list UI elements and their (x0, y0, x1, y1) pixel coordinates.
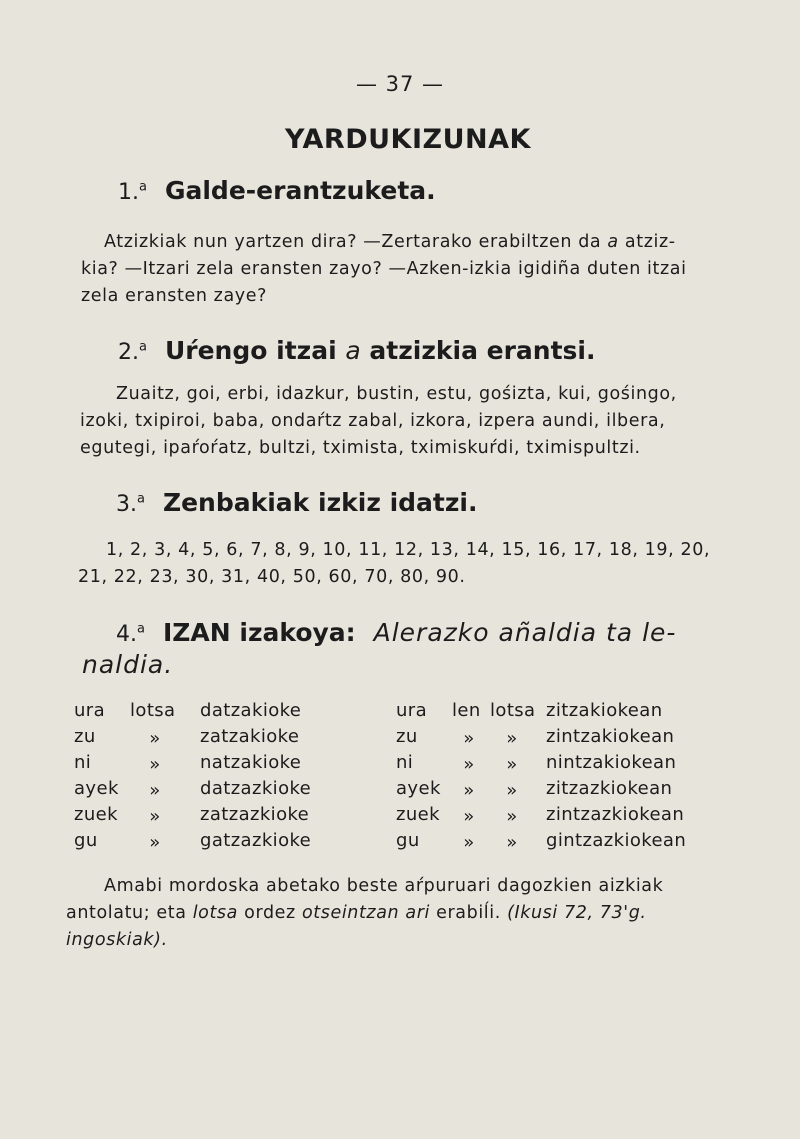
section-4-subtitle: Alerazko añaldia ta le- (373, 618, 677, 647)
section-2-line-2: izoki, txipiroi, baba, ondaŕtz zabal, izkora, izpera aundi, ilbera, (80, 411, 666, 431)
right-ditto-mark: » (463, 754, 475, 775)
section-2-title: Uŕengo itzai a atzizkia erantsi. (164, 336, 596, 365)
page-title: YARDUKIZUNAK (285, 124, 531, 155)
section-2-line-3: egutegi, ipaŕoŕatz, bultzi, tximista, tximiskuŕdi, tximispultzi. (80, 438, 641, 458)
right-pronoun: zuek (396, 804, 440, 825)
right-ditto-mark: » (463, 806, 475, 827)
section-4-heading (116, 618, 676, 647)
right-ditto-mark: » (463, 832, 475, 853)
section-1-line-3: zela eransten zaye? (81, 286, 267, 306)
left-verb-form: gatzazkioke (200, 830, 312, 851)
right-verb-form: zintzazkiokean (546, 804, 685, 825)
left-pronoun: zu (74, 726, 96, 747)
right-object: lotsa (490, 700, 536, 721)
right-tense-word: len (452, 700, 481, 721)
right-verb-form: zitzazkiokean (546, 778, 673, 799)
right-ditto-mark: » (506, 728, 518, 749)
section-1-title: Galde-erantzuketa. (164, 176, 436, 205)
footer-line-1: Amabi mordoska abetako beste aŕpuruari dagozkien aizkiak (104, 876, 664, 896)
right-ditto-mark: » (506, 780, 518, 801)
right-verb-form: zitzakiokean (546, 700, 663, 721)
left-ditto-mark: » (149, 780, 161, 801)
section-3-line-1: 1, 2, 3, 4, 5, 6, 7, 8, 9, 10, 11, 12, 13, 14, 15, 16, 17, 18, 19, 20, (106, 540, 711, 560)
section-2-line-1: Zuaitz, goi, erbi, idazkur, bustin, estu, gośizta, kui, gośingo, (116, 384, 677, 404)
left-pronoun: ayek (74, 778, 119, 799)
section-1-heading (118, 176, 436, 205)
section-2-number: 2.$^a$ (118, 339, 147, 365)
section-4-number: 4.$^a$ (116, 621, 145, 647)
section-3-heading (116, 488, 477, 517)
left-ditto-mark: » (149, 832, 161, 853)
section-1-number: 1.$^a$ (118, 179, 147, 205)
footer-line-3: ingoskiak). (66, 930, 168, 950)
section-4-title: IZAN izakoya: (162, 618, 356, 647)
section-2-heading (118, 336, 596, 365)
right-verb-form: gintzazkiokean (546, 830, 687, 851)
left-verb-form: natzakioke (200, 752, 302, 773)
section-3-title: Zenbakiak izkiz idatzi. (162, 488, 478, 517)
left-verb-form: zatzakioke (200, 726, 300, 747)
section-3-number: 3.$^a$ (116, 491, 145, 517)
left-pronoun: zuek (74, 804, 118, 825)
right-ditto-mark: » (506, 806, 518, 827)
left-verb-form: zatzazkioke (200, 804, 310, 825)
left-pronoun: gu (74, 830, 98, 851)
footer-line-2: antolatu; eta lotsa ordez otseintzan ari erabiĺi. (Ikusi 72, 73'g. (66, 903, 647, 923)
left-verb-form: datzakioke (200, 700, 302, 721)
right-pronoun: ayek (396, 778, 441, 799)
left-pronoun: ura (74, 700, 106, 721)
left-object: lotsa (130, 700, 176, 721)
right-ditto-mark: » (506, 754, 518, 775)
right-pronoun: gu (396, 830, 420, 851)
page-number: — 37 — (355, 72, 445, 96)
left-ditto-mark: » (149, 806, 161, 827)
section-1-line-2: kia? —Itzari zela eransten zayo? —Azken-izkia igidiña duten itzai (81, 259, 687, 279)
right-ditto-mark: » (463, 728, 475, 749)
section-3-line-2: 21, 22, 23, 30, 31, 40, 50, 60, 70, 80, 90. (78, 567, 466, 587)
left-verb-form: datzazkioke (200, 778, 312, 799)
right-pronoun: zu (396, 726, 418, 747)
left-ditto-mark: » (149, 728, 161, 749)
left-pronoun: ni (74, 752, 92, 773)
left-ditto-mark: » (149, 754, 161, 775)
right-verb-form: nintzakiokean (546, 752, 677, 773)
right-pronoun: ni (396, 752, 414, 773)
right-pronoun: ura (396, 700, 428, 721)
section-1-line-1: Atzizkiak nun yartzen dira? —Zertarako erabiltzen da a atziz- (104, 232, 676, 252)
right-verb-form: zintzakiokean (546, 726, 675, 747)
right-ditto-mark: » (463, 780, 475, 801)
right-ditto-mark: » (506, 832, 518, 853)
section-4-subtitle-cont: naldia. (82, 650, 174, 679)
